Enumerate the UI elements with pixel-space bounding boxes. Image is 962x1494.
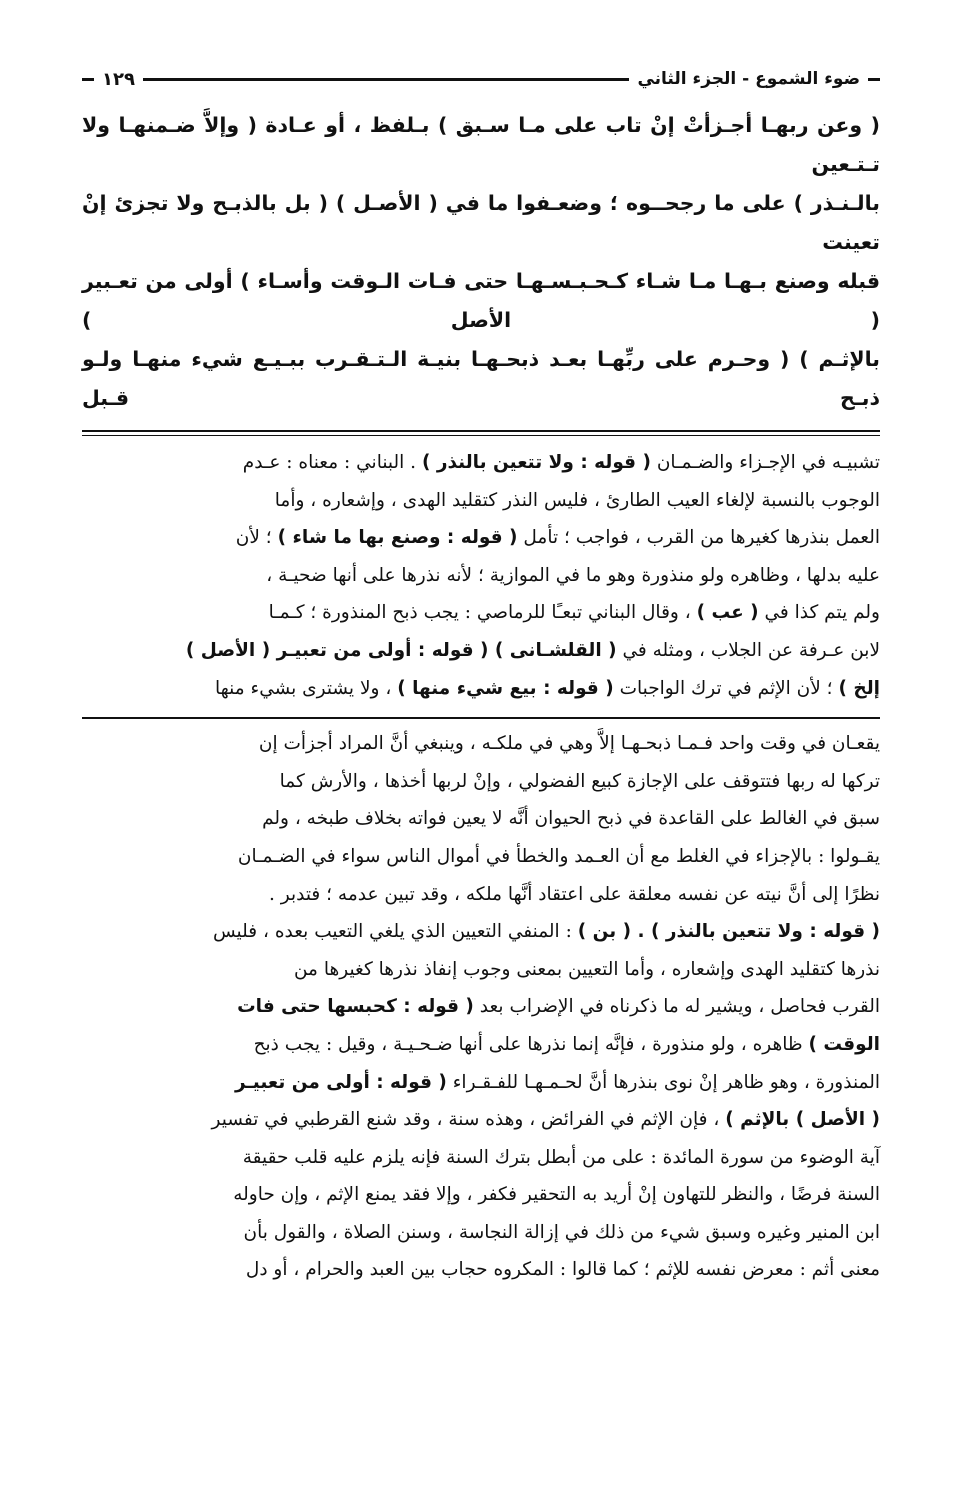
main-text (82, 106, 880, 418)
gloss-line: المنذورة ، وهو ظاهر إنْ نوى بنذرها أنَّ لحـمـهـا للفـقـراء ( قوله : أولى من تعبيـر (234, 1071, 880, 1093)
gloss-line: نذرها كتقليد الهدى وإشعاره ، وأما التعيين بمعنى وجوب إنفاذ نذرها كغيرها من (293, 958, 880, 980)
gloss-line: القرب فحاصل ، ويشير له ما ذكرناه في الإضراب بعد ( قوله : كحبسها حتى فات (237, 996, 880, 1018)
commentary-line: إلخ ) ؛ لأن الإثم في ترك الواجبات ( قوله : بيع شيء منها ) ، ولا يشترى بشيء منها (214, 677, 880, 699)
gloss-line: نظرًا إلى أنَّ نيته عن نفسه معلقة على اعتقاد أنَّها ملكه ، وقد تبين عدمه ؛ فتدبر . (269, 883, 880, 905)
header-dash-left (82, 78, 94, 81)
commentary-line: الوجوب بالنسبة لإلغاء العيب الطارئ ، فليس النذر كتقليد الهدى ، وإشعاره ، وأما (274, 489, 880, 511)
main-text-line: قبله وصنع بـهـا مـا شـاء كـحـبـسـهـا حتى فـات الـوقت وأسـاء ) أولى من تعـبير ( الأصل ) (82, 269, 880, 332)
commentary-line: ولم يتم كذا في ( عب ) ، وقال البناني تبعـًا للرماصي : يجب ذبح المنذورة ؛ كـمـا (268, 602, 880, 624)
running-header (82, 60, 880, 98)
gloss-line: ( الأصل ) بالإثم ) ، فإن الإثم في الفرائض ، وهذه سنة ، وقد شنع القرطبي في تفسير (211, 1109, 880, 1131)
quote-marker: ( قوله : بيع شيء منها ) (397, 677, 614, 699)
quote-marker: ( قوله : أولى من تعبيـر (234, 1071, 447, 1093)
single-divider (82, 717, 880, 719)
commentary-line: تشبيـه في الإجـزاء والضـمـان ( قوله : ولا تتعين بالنذر ) . البناني : معناه : عـدم (242, 452, 880, 473)
gloss-line: سبق في الغالط على القاعدة في ذبح الحيوان أنَّه لا يعين فواته بخلاف طبخه ، ولم (262, 808, 880, 830)
gloss-line: يقـولوا : بالإجزاء في الغلط مع أن العـمد والخطأ في أموال الناس سواء في الضـمـان (237, 845, 880, 867)
book-page (82, 60, 880, 1289)
source-abbrev: ( عب ) (696, 602, 759, 624)
main-text-line: بالـنـذر ) على ما رجحــوه ؛ وضعـفوا ما في ( الأصـل ) ( بل بالذبـح ولا تجزئ إنْ تعينت (82, 191, 880, 254)
commentary-line: العمل بنذرها كغيرها من القرب ، فواجب ؛ تأمل ( قوله : وصنع بها ما شاء ) ؛ لأن (235, 527, 880, 549)
gloss-line: تركها له ربها فتتوقف على الإجازة كبيع الفضولي ، وإنْ لربها أخذها ، والأرش كما (279, 770, 880, 792)
gloss-line: السنة فرضًا ، والنظر للتهاون إنْ أريد به التحقير فكفر ، وإلا فقد يمنع الإثم ، وإن حاوله (233, 1184, 880, 1206)
header-dash-right (868, 78, 880, 81)
gloss-line: معنى أثم : معرض نفسه للإثم ؛ كما قالوا : المكروه حجاب بين العبد والحرام ، أو دل (245, 1259, 880, 1281)
quote-marker: ( قوله : كحبسها حتى فات (237, 996, 474, 1018)
quote-marker: ( القلشـانى ) ( قوله : أولى من تعبيـر ( الأصل ) (185, 639, 617, 661)
page-number: ١٢٩ (102, 68, 135, 90)
header-rule (143, 78, 630, 81)
gloss-line: ابن المنير وغيره وسبق شيء من ذلك في إزالة النجاسة ، وسنن الصلاة ، والقول بأن (243, 1221, 880, 1243)
gloss-line: الوقت ) ظاهره ، ولو منذورة ، فإنَّه إنما نذرها على أنها ضـحـيـة ، وقيل : يجب ذبح (253, 1033, 880, 1055)
gloss-line: يقعـان في وقت واحد فـمـا ذبحـهـا إلاَّ وهي في ملكـه ، وينبغي أنَّ المراد أجزأت إن (258, 733, 880, 755)
main-text-line: ( وعن ربهـا أجـزأتْ إنْ تاب على مـا سـبق ) بـلفظ ، أو عـادة ( وإلاَّ ضـمنهـا ولا تـتـعين (82, 113, 880, 176)
gloss (82, 725, 880, 1289)
quote-marker: ( قوله : وصنع بها ما شاء ) (277, 527, 518, 549)
quote-marker: ( الأصل ) بالإثم ) (725, 1109, 880, 1131)
quote-marker: ( قوله : ولا تتعين بالنذر ) . ( بن ) (577, 921, 880, 943)
commentary-line: لابن عـرفة عن الجلاب ، ومثله في ( القلشـانى ) ( قوله : أولى من تعبيـر ( الأصل ) (185, 639, 880, 661)
commentary-line: عليه بدلها ، وظاهره ولو منذورة وهو ما في الموازية ؛ لأنه نذرها على أنها ضحيـة ، (266, 564, 880, 586)
gloss-line: ( قوله : ولا تتعين بالنذر ) . ( بن ) : المنفي التعيين الذي يلغي التعيب بعده ، فليس (212, 921, 880, 943)
quote-marker: إلخ ) (838, 677, 880, 699)
commentary (82, 444, 880, 707)
quote-marker: ( قوله : ولا تتعين بالنذر ) (421, 452, 651, 473)
gloss-line: آية الوضوء من سورة المائدة : على من أبطل بترك السنة فإنه يلزم عليه قلب حقيقة (242, 1146, 880, 1168)
quote-marker: الوقت ) (808, 1033, 880, 1055)
main-text-line: بالإثـم ) ( وحـرم على ربِّهـا بعـد ذبحـهـا بنيـة الـتـقـرب ببـيـع شيء منهـا ولـو ذبـح قـبل (82, 347, 880, 410)
double-divider (82, 430, 880, 436)
book-title: ضوء الشموع - الجزء الثاني (637, 69, 860, 89)
